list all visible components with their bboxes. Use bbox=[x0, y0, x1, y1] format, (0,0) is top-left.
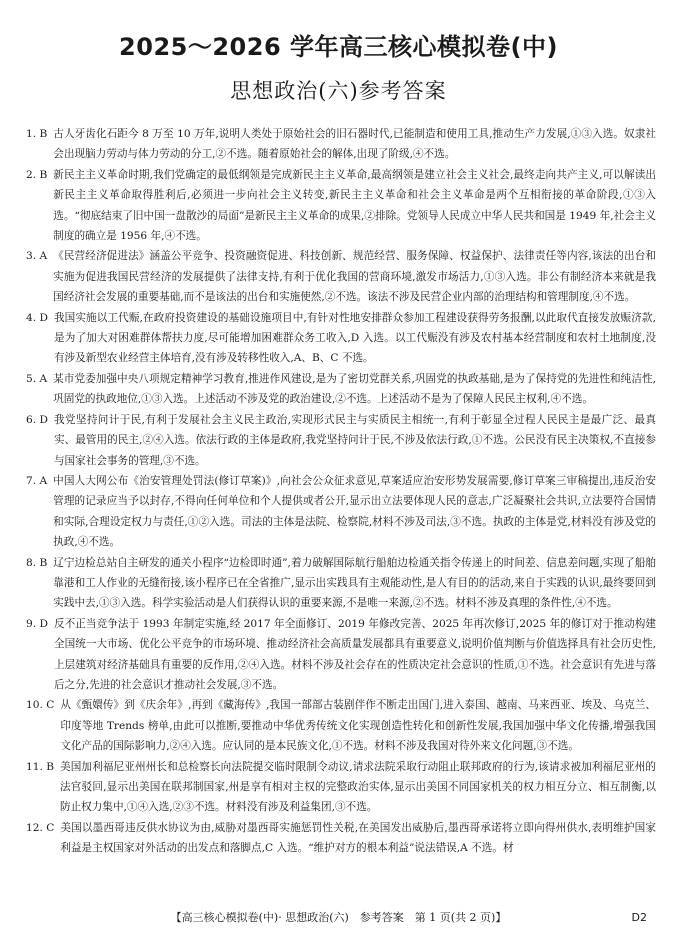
answer-explanation: 辽宁边检总站自主研发的通关小程序“边检即时通”,着力破解国际航行船舶边检通关指令传递上的时间差、信息差问题,实现了船舶靠港和工人作业的无缝衔接,该小程序已在全省推广,显示出实践具有主观能动性,是人有目的的活动,来自于实践的认识,最终要回到实践中去,①③入选。科学实验活动是人们获得认识的重要来源,不是唯一来源,②不选。材料不涉及真理的条件性,④不选。 bbox=[53, 556, 656, 610]
answer-number: 9. D bbox=[26, 617, 48, 630]
answer-explanation: 美国以墨西哥违反供水协议为由,威胁对墨西哥实施惩罚性关税,在美国发出威胁后,墨西哥承诺将立即向得州供水,表明维护国家利益是主权国家对外活动的出发点和落脚点,C 入选。“维护对方的根本利益”说法错误,A 不选。材 bbox=[60, 821, 656, 855]
answer-item bbox=[26, 369, 656, 410]
page-subtitle: 思想政治(六)参考答案 bbox=[230, 79, 447, 103]
answer-list bbox=[26, 124, 656, 859]
page-title: 2025～2026 学年高三核心模拟卷(中) bbox=[119, 33, 558, 61]
answer-item bbox=[26, 818, 656, 859]
answer-item bbox=[26, 124, 656, 165]
answer-number: 11. B bbox=[26, 760, 54, 773]
answer-explanation: 反不正当竞争法于 1993 年制定实施,经 2017 年全面修订、2019 年修改完善、2025 年再次修订,2025 年的修订对于推动构建全国统一大市场、优化公平竞争的市场环境、推动经济社会高质量发展都具有重要意义,说明价值判断与价值选择具有社会历史性,上层建筑对经济基础具有重要的反作用,②④入选。材料不涉及社会存在的性质决定社会意识的性质,①不选。社会意识有先进与落后之分,先进的社会意识才推动社会发展,③不选。 bbox=[53, 617, 656, 691]
answer-number: 8. B bbox=[26, 556, 48, 569]
answer-number: 1. B bbox=[26, 128, 48, 140]
answer-explanation: 我党坚持问计于民,有利于发展社会主义民主政治,实现形式民主与实质民主相统一,有利于彰显全过程人民民主是最广泛、最真实、最管用的民主,②④入选。依法行政的主体是政府,我党坚持问计于民,不涉及依法行政,①不选。公民没有民主决策权,不直接参与国家社会事务的管理,③不选。 bbox=[53, 413, 656, 467]
answer-item bbox=[26, 614, 656, 696]
answer-explanation: 美国加利福尼亚州州长和总检察长向法院提交临时限制令动议,请求法院采取行动阻止联邦政府的行为,该请求被加利福尼亚州的法官驳回,显示出美国在联邦制国家,州是享有相对主权的完整政治实体,显示出美国不同国家机关的权力相互分立、相互制衡,以防止权力集中,①④入选,②③不选。材料没有涉及利益集团,③不选。 bbox=[60, 760, 656, 814]
answer-item bbox=[26, 553, 656, 614]
answer-number: 12. C bbox=[26, 821, 55, 834]
answer-item bbox=[26, 165, 656, 247]
answer-item bbox=[26, 308, 656, 369]
answer-item bbox=[26, 695, 656, 756]
footer-text: 【高三核心模拟卷(中)· 思想政治(六) 参考答案 第 1 页(共 2 页)】 bbox=[170, 911, 507, 924]
answer-explanation: 我国实施以工代赈,在政府投资建设的基础设施项目中,有针对性地安排群众参加工程建设获得劳务报酬,以此取代直接发放赈济款,是为了加大对困难群体帮扶力度,尽可能增加困难群众务工收入,D 入选。以工代赈没有涉及农村基本经营制度和农村土地制度,没有涉及新型农业经营主体培育,没有涉及转移性收入,A、B、C 不选。 bbox=[53, 311, 656, 365]
answer-item bbox=[26, 246, 656, 307]
answer-explanation: 《民营经济促进法》涵盖公平竞争、投资融资促进、科技创新、规范经营、服务保障、权益保护、法律责任等内容,该法的出台和实施为促进我国民营经济的发展提供了法律支持,有利于优化我国的营商环境,激发市场活力,①③入选。非公有制经济本来就是我国经济社会发展的重要基础,而不是该法的出台和实施使然,②不选。该法不涉及民营企业内部的治理结构和管理制度,④不选。 bbox=[53, 250, 656, 304]
answer-number: 5. A bbox=[26, 372, 48, 385]
answer-explanation: 某市党委加强中央八项规定精神学习教育,推进作风建设,是为了密切党群关系,巩固党的执政基础,是为了保持党的先进性和纯洁性,巩固党的执政地位,①③入选。上述活动不涉及党的政治建设,②不选。上述活动不是为了保障人民民主权利,④不选。 bbox=[53, 372, 656, 406]
answer-number: 4. D bbox=[26, 311, 48, 324]
answer-explanation: 古人牙齿化石距今 8 万至 10 万年,说明人类处于原始社会的旧石器时代,已能制造和使用工具,推动生产力发展,①③入选。奴隶社会出现脑力劳动与体力劳动的分工,②不选。随着原始社会的解体,出现了阶级,④不选。 bbox=[53, 128, 656, 161]
answer-explanation: 从《甄嬛传》到《庆余年》,再到《藏海传》,我国一部部古装剧伴作不断走出国门,进入泰国、越南、马来西亚、埃及、乌克兰、印度等地 Trends 榜单,由此可以推断,要推动中华优秀传统文化实现创造性转化和创新性发展,我国加强中华文化传播,增强我国文化产品的国际影响力,②④入选。应认同的是本民族文化,①不选。材料不涉及我国对待外来文化问题,③不选。 bbox=[60, 699, 656, 753]
answer-explanation: 新民主主义革命时期,我们党确定的最低纲领是完成新民主主义革命,最高纲领是建立社会主义社会,最终走向共产主义,可以解读出新民主主义革命取得胜利后,必须进一步向社会主义转变,新民主主义革命和社会主义革命是两个互相衔接的革命阶段,①③入选。“彻底结束了旧中国一盘散沙的局面”是新民主主义革命的成果,②排除。党领导人民成立中华人民共和国是 1949 年,社会主义制度的确立是 1956 年,④不选。 bbox=[53, 168, 656, 243]
answer-item bbox=[26, 471, 656, 553]
answer-number: 7. A bbox=[26, 474, 48, 487]
answer-number: 2. B bbox=[26, 168, 48, 181]
footer-code: D2 bbox=[631, 911, 647, 924]
answer-explanation: 中国人大网公布《治安管理处罚法(修订草案)》,向社会公众征求意见,草案适应治安形势发展需要,修订草案三审稿提出,违反治安管理的记录应当予以封存,不得向任何单位和个人提供或者公开,显示出立法要体现人民的意志,广泛凝聚社会共识,立法要符合国情和实际,合理设定权力与责任,①②入选。司法的主体是法院、检察院,材料不涉及司法,③不选。执政的主体是党,材料没有涉及党的执政,④不选。 bbox=[53, 474, 656, 549]
answer-number: 3. A bbox=[26, 250, 48, 263]
answer-item bbox=[26, 410, 656, 471]
answer-item bbox=[26, 757, 656, 818]
answer-number: 6. D bbox=[26, 413, 48, 426]
answer-number: 10. C bbox=[26, 699, 55, 712]
